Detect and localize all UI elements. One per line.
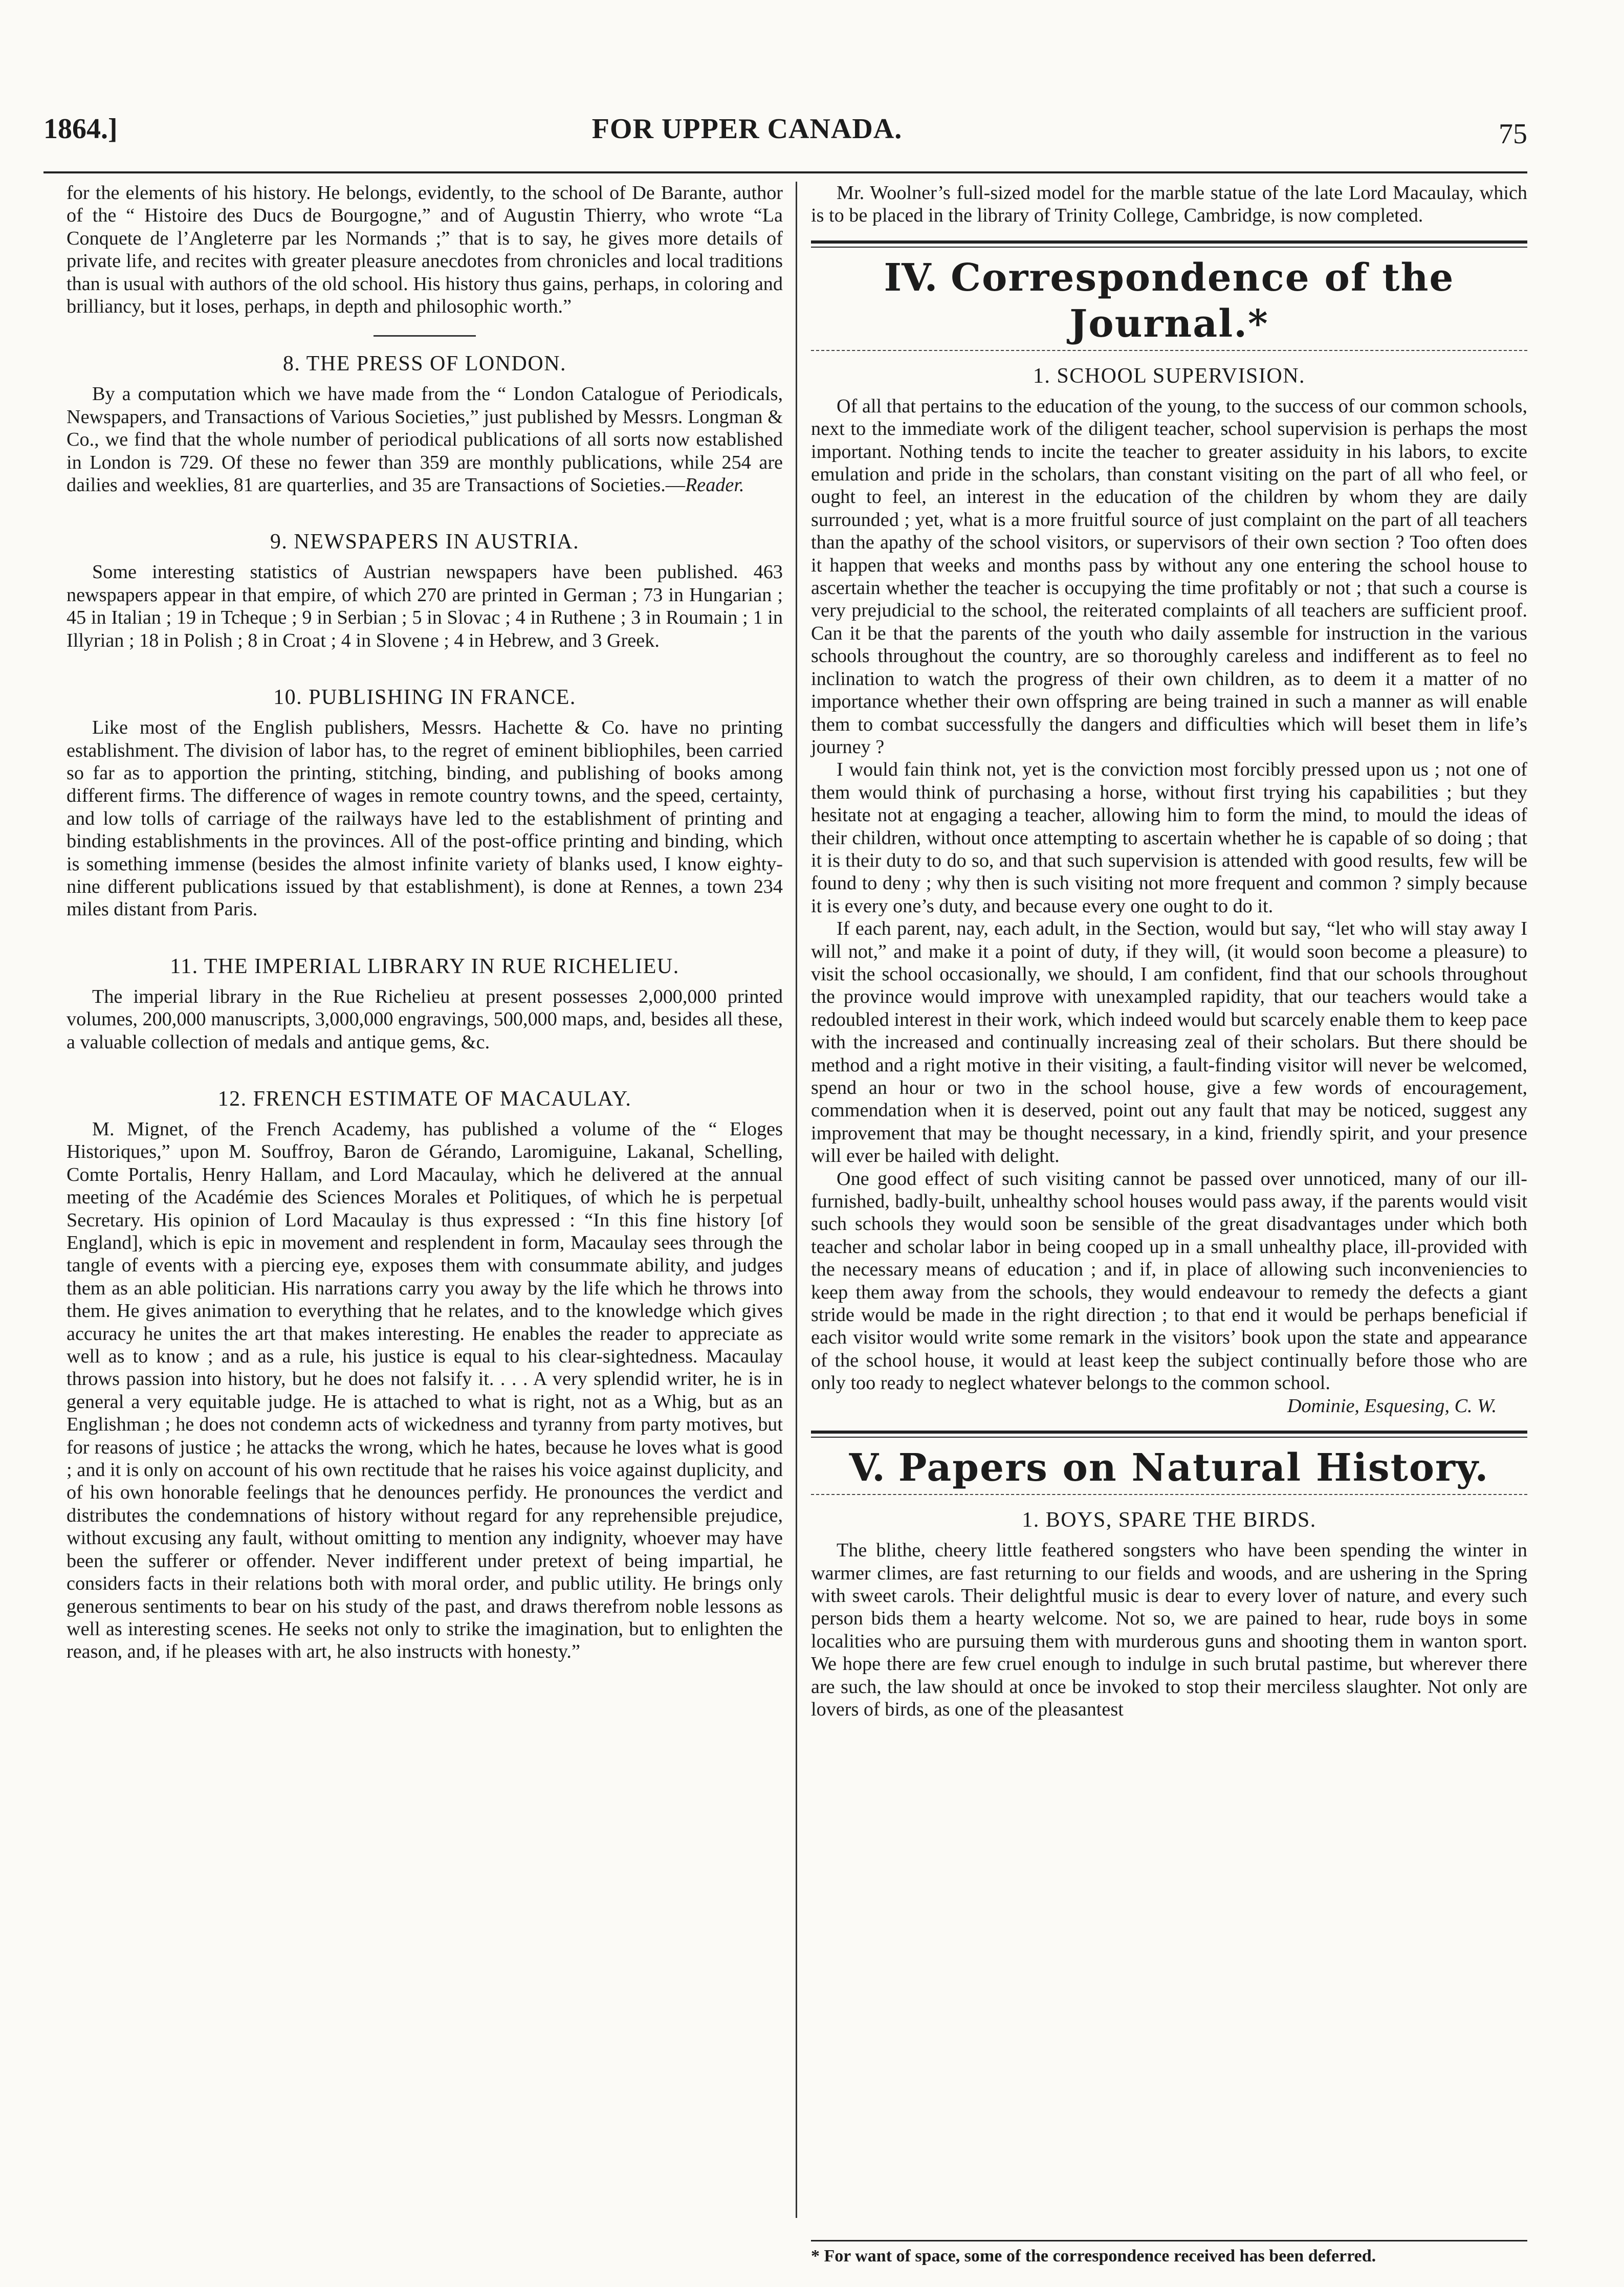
- paragraph-supervision-4: One good effect of such visiting cannot be passed over unnoticed, many of our ill-furnished, badly-built, unhealthy school houses would pass away, if the parents would visit such schools they would soon be sensible of the great disadvantages under which both teacher and scholar labor in being cooped up in a small unhealthy place, ill-provided with the necessary means of education ; and if, in place of allowing such inconveniencies to keep them away from the schools, they would endeavour to remedy the defects a giant stride would be made in the right direction ; to that end it would be perhaps beneficial if each visitor would write some remark in the visitors’ book upon the state and appearance of the school house, it would at least keep the subject continually before those who are only too ready to neglect whatever belongs to the common school.: [811, 1168, 1527, 1394]
- paragraph-spare-the-birds: The blithe, cheery little feathered songsters who have been spending the winter in warmer climes, are fast returning to our fields and woods, and are ushering in the Spring with sweet carols. Their delightful music is dear to every lover of nature, and every such person bids them a hearty welcome. Not so, we are pained to hear, rude boys in some localities who are pursuing them with murderous guns and shooting them in wanton sport. We hope there are few cruel enough to indulge in such brutal pastime, but wherever there are such, the law should at once be invoked to stop their merciless slaughter. Not only are lovers of birds, as one of the pleasantest: [811, 1540, 1527, 1720]
- paragraph-supervision-1: Of all that pertains to the education of the young, to the success of our common schools, next to the immediate work of the diligent teacher, school supervision is perhaps the most important. Nothing tends to incite the teacher to greater assiduity in his labors, to excite emulation and pride in the scholars, than constant visiting on the part of all who feel, or ought to feel, an interest in the education of the children by whom they are daily surrounded ; yet, what is a more fruitful source of just complaint on the part of all teachers than the apathy of the school visitors, or supervisors of their own section ? Too often does it happen that weeks and months pass by without any one entering the school house to ascertain whether the teacher is occupying the time profitably or not ; that such a course is very prejudicial to the school, the reiterated complaints of all teachers are sufficient proof. Can it be that the parents of the youth who daily assemble for instruction in the various schools throughout the country, are so thoroughly careless and indifferent as to feel no inclination to watch the progress of their own children, as to deem it a matter of no importance whether their own offspring are being trained in such a manner as will enable them to combat successfully the dangers and difficulties which will beset them in life’s journey ?: [811, 395, 1527, 758]
- paragraph-supervision-3: If each parent, nay, each adult, in the Section, would but say, “let who will stay away I will not,” and make it a point of duty, if they will, (it would soon become a pleasure) to visit the school occasionally, we should, I am confident, find that our schools throughout the province would improve with unexampled rapidity, that our teachers would take a redoubled interest in their work, which indeed would but scarcely enable them to keep pace with the increased and continually increasing zeal of their scholars. But there should be method and a right motive in their visiting, a fault-finding visitor will never be welcomed, spend an hour or two in the school house, give a few words of encouragement, commendation when it is deserved, point out any fault that may be noticed, suggest any improvement that may be thought necessary, in a kind, friendly spirit, and your presence will ever be hailed with delight.: [811, 918, 1527, 1167]
- section-v-name: Papers on Natural History.: [898, 1446, 1489, 1490]
- source-reader: Reader.: [685, 474, 744, 496]
- section-iv-name: Correspondence of the Journal.*: [951, 255, 1455, 346]
- heading-newspapers-austria: 9. NEWSPAPERS IN AUSTRIA.: [270, 530, 580, 554]
- running-header: [43, 105, 1527, 161]
- wavy-rule: [811, 350, 1527, 357]
- left-column: [67, 182, 783, 1663]
- wavy-rule: [811, 1494, 1527, 1501]
- section-iv-number: IV.: [884, 255, 938, 300]
- section-iv-title: [811, 255, 1527, 347]
- paragraph-french-estimate-macaulay: M. Mignet, of the French Academy, has published a volume of the “ Eloges Historiques,” upon M. Souffroy, Baron de Gérando, Laromiguine, Lakanal, Schelling, Comte Portalis, Henry Hallam, and Lord Macaulay, which he delivered at the annual meeting of the Académie des Sciences Morales et Politiques, of which he is perpetual Secretary. His opinion of Lord Macaulay is thus expressed : “In this fine history [of England], which is epic in movement and resplendent in form, Macaulay sees through the tangle of events with a piercing eye, exposes them with consummate ability, and judges them as an able politician. His narrations carry you away by the life which he throws into them. He gives animation to everything that he relates, and to the knowledge which gives accuracy he unites the art that makes interesting. He enables the reader to appreciate as well as to know ; and as a rule, his justice is equal to his clear-sightedness. Macaulay throws passion into history, but he does not falsify it. . . . A very splendid writer, he is in general a very equitable judge. He is attached to what is right, not as a Whig, but as an Englishman ; he does not condemn acts of wickedness and tyranny from party motives, but for reasons of justice ; he attacks the wrong, which he hates, because he loves what is good ; and it is only on account of his own rectitude that he raises his voice against duplicity, and of his own honorable feelings that he denounces perfidy. He pronounces the verdict and distributes the condemnations of history without regard for any reprehensible prejudice, without excusing any fault, without omitting to mention any indignity, whoever may have been the sufferer or offender. Never indifferent under pretext of being impartial, he considers facts in their relations both with moral order, and public utility. He brings only generous sentiments to bear on his study of the past, and draws therefrom noble lessons as well as interesting scenes. He seeks not only to strike the imagination, but to enlighten the reason, and, if he pleases with art, he also instructs with honesty.”: [67, 1118, 783, 1663]
- section-v-title: [811, 1445, 1527, 1491]
- header-title: FOR UPPER CANADA.: [591, 113, 903, 145]
- heading-press-of-london: 8. THE PRESS OF LONDON.: [282, 352, 567, 376]
- paragraph-imperial-library: The imperial library in the Rue Richelieu at present possesses 2,000,000 printed volumes, 200,000 manuscripts, 3,000,000 engravings, 500,000 maps, and, besides all these, a valuable collection of medals and antique gems, &c.: [67, 985, 783, 1053]
- heading-school-supervision: 1. SCHOOL SUPERVISION.: [1033, 364, 1306, 388]
- signature-dominie: Dominie, Esquesing, C. W.: [1287, 1395, 1497, 1417]
- heading-publishing-france: 10. PUBLISHING IN FRANCE.: [273, 686, 576, 710]
- footnote-rule: [811, 2240, 1527, 2241]
- paragraph-press-of-london: [67, 383, 783, 496]
- paragraph-woolner: Mr. Woolner’s full-sized model for the marble statue of the late Lord Macaulay, which is to be placed in the library of Trinity College, Cambridge, is now completed.: [811, 182, 1527, 227]
- page-number: 75: [1499, 118, 1527, 150]
- section-rule: [811, 1431, 1527, 1438]
- right-column: [811, 182, 1527, 1721]
- header-year: 1864.]: [43, 113, 118, 145]
- section-rule: [811, 240, 1527, 248]
- header-rule: [43, 171, 1527, 173]
- heading-french-estimate-macaulay: 12. FRENCH ESTIMATE OF MACAULAY.: [217, 1087, 632, 1111]
- heading-spare-the-birds: 1. BOYS, SPARE THE BIRDS.: [1022, 1508, 1316, 1532]
- column-divider: [796, 182, 797, 2218]
- intro-paragraph: for the elements of his history. He belongs, evidently, to the school of De Barante, author of the “ Histoire des Ducs de Bourgogne,” and of Augustin Thierry, who wrote “La Conquete de l’Angleterre par les Normands ;” that is to say, he gives more details of private life, and recites with greater pleasure anecdotes from chronicles and local traditions than is usual with authors of the old school. His history thus gains, perhaps, in coloring and brilliancy, but it loses, perhaps, in depth and philosophic worth.”: [67, 182, 783, 318]
- paragraph-newspapers-austria: Some interesting statistics of Austrian newspapers have been published. 463 newspapers appear in that empire, of which 270 are printed in German ; 73 in Hungarian ; 45 in Italian ; 19 in Tcheque ; 9 in Serbian ; 5 in Slovac ; 4 in Ruthene ; 3 in Roumain ; 1 in Illyrian ; 18 in Polish ; 8 in Croat ; 4 in Slovene ; 4 in Hebrew, and 3 Greek.: [67, 561, 783, 651]
- section-v-number: V.: [849, 1446, 885, 1490]
- paragraph-press-text: By a computation which we have made from the “ London Catalogue of Periodicals, Newspapers, and Transactions of Various Societies,” just published by Messrs. Longman & Co., we find that the whole number of periodical publications of all sorts now established in London is 729. Of these no fewer than 359 are monthly publications, while 254 are dailies and weeklies, 81 are quarterlies, and 35 are Transactions of Societies.—: [67, 383, 783, 496]
- paragraph-publishing-france: Like most of the English publishers, Messrs. Hachette & Co. have no printing establishment. The division of labor has, to the regret of eminent bibliophiles, been carried so far as to apportion the printing, stitching, binding, and publishing of books among different firms. The difference of wages in remote country towns, and the speed, certainty, and low tolls of carriage of the railways have led to the establishment of printing and binding establishments in the provinces. All of the post-office printing and binding, which is something immense (besides the almost infinite variety of blanks used, I know eighty-nine different publications issued by that establishment), is done at Rennes, a town 234 miles distant from Paris.: [67, 717, 783, 920]
- footnote: * For want of space, some of the correspondence received has been deferred.: [811, 2247, 1376, 2266]
- heading-imperial-library: 11. THE IMPERIAL LIBRARY IN RUE RICHELIEU.: [170, 954, 679, 978]
- section-divider: [374, 335, 476, 337]
- paragraph-supervision-2: I would fain think not, yet is the conviction most forcibly pressed upon us ; not one of them would think of purchasing a horse, without first trying his capabilities ; but they hesitate not at engaging a teacher, allowing him to form the mind, to mould the ideas of their children, without once attempting to ascertain whether he is capable of so doing ; that it is their duty to do so, and that such supervision is attended with good results, few will be found to deny ; why then is such visiting not more frequent and common ? simply because it is every one’s duty, and because every one ought to do it.: [811, 759, 1527, 917]
